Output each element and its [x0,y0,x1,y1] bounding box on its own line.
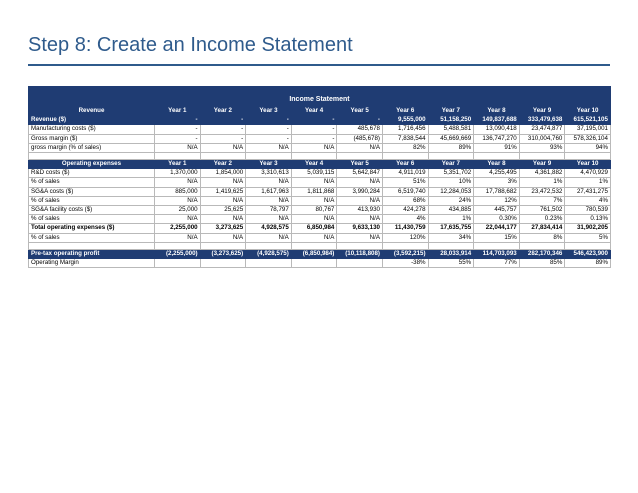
value-cell: 94% [565,143,611,152]
value-cell: - [291,116,337,125]
slide-title: Step 8: Create an Income Statement [28,34,353,56]
title-underline [28,64,610,66]
empty-cell [200,153,246,160]
empty-cell [246,153,292,160]
value-cell: 27,431,275 [565,187,611,196]
empty-cell [428,153,474,160]
value-cell: 136,747,270 [474,134,520,143]
value-cell: 4,361,882 [519,169,565,178]
value-cell: 1,370,000 [155,169,201,178]
value-cell [337,259,383,268]
year-header-cell: Year 8 [474,107,520,116]
empty-cell [519,242,565,249]
value-cell: 6,850,984 [291,224,337,233]
value-cell: 82% [382,143,428,152]
header-padding-row [29,87,611,94]
opex-header-row [29,160,611,169]
value-cell [246,259,292,268]
year-header-cell: Year 7 [428,107,474,116]
table-row [29,215,611,224]
year-header-cell: Year 2 [200,107,246,116]
year-header-cell: Year 3 [246,107,292,116]
value-cell: 413,930 [337,206,383,215]
value-cell: 310,004,760 [519,134,565,143]
value-cell: 5,039,115 [291,169,337,178]
value-cell [200,259,246,268]
value-cell: 3,310,613 [246,169,292,178]
value-cell: 27,834,414 [519,224,565,233]
value-cell: 434,885 [428,206,474,215]
value-cell: N/A [291,196,337,205]
empty-cell [155,153,201,160]
row-label: Manufacturing costs ($) [29,125,155,134]
value-cell: 17,635,755 [428,224,474,233]
value-cell: 780,539 [565,206,611,215]
value-cell: N/A [246,215,292,224]
row-label: SG&A costs ($) [29,187,155,196]
row-label: Pre-tax operating profit [29,249,155,258]
row-label: % of sales [29,215,155,224]
table-row [29,143,611,152]
value-cell: (4,928,575) [246,249,292,258]
table-row [29,125,611,134]
value-cell: 7% [519,196,565,205]
value-cell: 615,521,105 [565,116,611,125]
value-cell: N/A [291,143,337,152]
value-cell: - [246,116,292,125]
value-cell: (10,118,808) [337,249,383,258]
table-row [29,249,611,258]
row-label: Revenue ($) [29,116,155,125]
value-cell [291,259,337,268]
value-cell: 546,423,900 [565,249,611,258]
year-header-cell: Year 6 [382,160,428,169]
separator-row [29,242,611,249]
value-cell: 4,928,575 [246,224,292,233]
year-header-cell: Year 2 [200,160,246,169]
year-header-cell: Year 4 [291,107,337,116]
value-cell: - [246,134,292,143]
value-cell: 1,419,625 [200,187,246,196]
value-cell: - [155,134,201,143]
year-header-cell: Year 7 [428,160,474,169]
table-row [29,187,611,196]
empty-cell [565,242,611,249]
value-cell: 28,033,914 [428,249,474,258]
value-cell: 4% [382,215,428,224]
value-cell [155,259,201,268]
value-cell: 8% [519,233,565,242]
year-header-cell: Year 5 [337,160,383,169]
value-cell: 7,838,544 [382,134,428,143]
empty-cell [519,153,565,160]
value-cell: 37,195,001 [565,125,611,134]
table-row [29,116,611,125]
value-cell: 120% [382,233,428,242]
value-cell: N/A [246,143,292,152]
year-header-cell: Year 5 [337,107,383,116]
value-cell: 761,502 [519,206,565,215]
statement-title-row [29,94,611,107]
row-label: Gross margin ($) [29,134,155,143]
table-row [29,169,611,178]
value-cell: 114,703,093 [474,249,520,258]
value-cell: 3,273,625 [200,224,246,233]
value-cell: 89% [565,259,611,268]
value-cell: 5% [565,233,611,242]
year-header-cell: Year 10 [565,160,611,169]
value-cell: - [291,125,337,134]
value-cell: 149,837,688 [474,116,520,125]
table-row [29,178,611,187]
value-cell: 424,278 [382,206,428,215]
year-header-cell: Year 10 [565,107,611,116]
value-cell: 11,430,759 [382,224,428,233]
value-cell: 17,788,682 [474,187,520,196]
value-cell: 25,625 [200,206,246,215]
revenue-header-row [29,107,611,116]
year-header-cell: Year 1 [155,107,201,116]
value-cell: 5,642,847 [337,169,383,178]
row-label: gross margin (% of sales) [29,143,155,152]
value-cell: 3,990,284 [337,187,383,196]
value-cell: N/A [200,178,246,187]
value-cell: N/A [337,143,383,152]
separator-row [29,153,611,160]
value-cell: 23,474,877 [519,125,565,134]
value-cell: 77% [474,259,520,268]
value-cell: 24% [428,196,474,205]
value-cell: 4,255,495 [474,169,520,178]
value-cell: 91% [474,143,520,152]
income-statement-sheet [28,86,610,268]
table-row [29,224,611,233]
value-cell: 93% [519,143,565,152]
year-header-cell: Year 1 [155,160,201,169]
value-cell: 68% [382,196,428,205]
row-label: % of sales [29,196,155,205]
empty-cell [246,242,292,249]
table-row [29,233,611,242]
row-label: % of sales [29,233,155,242]
value-cell: 5,488,581 [428,125,474,134]
value-cell: N/A [200,196,246,205]
value-cell: -38% [382,259,428,268]
year-header-cell: Year 6 [382,107,428,116]
value-cell: - [200,134,246,143]
year-header-cell: Year 9 [519,160,565,169]
value-cell: 85% [519,259,565,268]
value-cell: 12,284,053 [428,187,474,196]
value-cell: N/A [291,233,337,242]
table-row [29,134,611,143]
value-cell: N/A [246,233,292,242]
year-header-cell: Year 4 [291,160,337,169]
value-cell: N/A [246,178,292,187]
value-cell: 9,633,130 [337,224,383,233]
value-cell: N/A [200,215,246,224]
value-cell: 445,757 [474,206,520,215]
value-cell: 2,255,000 [155,224,201,233]
empty-cell [428,242,474,249]
value-cell: N/A [155,233,201,242]
value-cell: 1% [519,178,565,187]
empty-cell [565,153,611,160]
empty-cell [474,153,520,160]
value-cell: 1% [565,178,611,187]
value-cell: 1,811,868 [291,187,337,196]
value-cell: 34% [428,233,474,242]
value-cell: 45,669,669 [428,134,474,143]
section-header-label: Revenue [29,107,155,116]
value-cell: 13,090,418 [474,125,520,134]
value-cell: N/A [291,215,337,224]
value-cell: - [246,125,292,134]
value-cell: 1,617,963 [246,187,292,196]
value-cell: N/A [155,196,201,205]
value-cell: N/A [200,233,246,242]
value-cell: 6,519,740 [382,187,428,196]
value-cell: 80,767 [291,206,337,215]
row-label: Total operating expenses ($) [29,224,155,233]
empty-cell [291,153,337,160]
value-cell: 333,479,638 [519,116,565,125]
value-cell: - [291,134,337,143]
empty-cell [382,242,428,249]
table-row [29,206,611,215]
value-cell: N/A [155,178,201,187]
value-cell: 9,555,000 [382,116,428,125]
empty-cell [29,242,155,249]
value-cell: N/A [337,196,383,205]
row-label: % of sales [29,178,155,187]
year-header-cell: Year 9 [519,107,565,116]
value-cell: 23,472,532 [519,187,565,196]
value-cell: 89% [428,143,474,152]
value-cell: 12% [474,196,520,205]
value-cell: 10% [428,178,474,187]
value-cell: 4,911,019 [382,169,428,178]
income-statement-table [28,86,611,268]
empty-cell [337,153,383,160]
value-cell: 55% [428,259,474,268]
empty-cell [474,242,520,249]
value-cell: 22,044,177 [474,224,520,233]
row-label: Operating Margin [29,259,155,268]
table-row [29,196,611,205]
year-header-cell: Year 8 [474,160,520,169]
value-cell: (2,255,000) [155,249,201,258]
row-label: SG&A facility costs ($) [29,206,155,215]
value-cell: N/A [246,196,292,205]
statement-title: Income Statement [29,94,611,107]
value-cell: N/A [155,215,201,224]
value-cell: 4% [565,196,611,205]
value-cell: N/A [337,178,383,187]
value-cell: N/A [337,215,383,224]
value-cell: 1% [428,215,474,224]
value-cell: 0.30% [474,215,520,224]
empty-cell [29,153,155,160]
value-cell: 0.23% [519,215,565,224]
empty-cell [200,242,246,249]
value-cell: (6,850,984) [291,249,337,258]
value-cell: (485,678) [337,134,383,143]
value-cell: 51,158,250 [428,116,474,125]
year-header-cell: Year 3 [246,160,292,169]
value-cell: 282,170,346 [519,249,565,258]
value-cell: 3% [474,178,520,187]
value-cell: 1,716,456 [382,125,428,134]
section-header-label: Operating expenses [29,160,155,169]
value-cell: 78,797 [246,206,292,215]
value-cell: - [155,125,201,134]
empty-cell [155,242,201,249]
value-cell: N/A [337,233,383,242]
value-cell: 0.13% [565,215,611,224]
value-cell: - [155,116,201,125]
value-cell: 885,000 [155,187,201,196]
table-row [29,259,611,268]
value-cell: 4,470,929 [565,169,611,178]
row-label: R&D costs ($) [29,169,155,178]
value-cell: 1,854,000 [200,169,246,178]
value-cell: 578,326,104 [565,134,611,143]
value-cell: - [337,116,383,125]
empty-cell [382,153,428,160]
value-cell: N/A [291,178,337,187]
value-cell: 51% [382,178,428,187]
value-cell: - [200,125,246,134]
value-cell: 15% [474,233,520,242]
value-cell: N/A [200,143,246,152]
value-cell: (3,592,215) [382,249,428,258]
empty-cell [337,242,383,249]
empty-cell [291,242,337,249]
value-cell: 5,351,702 [428,169,474,178]
value-cell: 485,678 [337,125,383,134]
value-cell: (3,273,625) [200,249,246,258]
value-cell: N/A [155,143,201,152]
value-cell: 31,902,205 [565,224,611,233]
value-cell: 25,000 [155,206,201,215]
value-cell: - [200,116,246,125]
